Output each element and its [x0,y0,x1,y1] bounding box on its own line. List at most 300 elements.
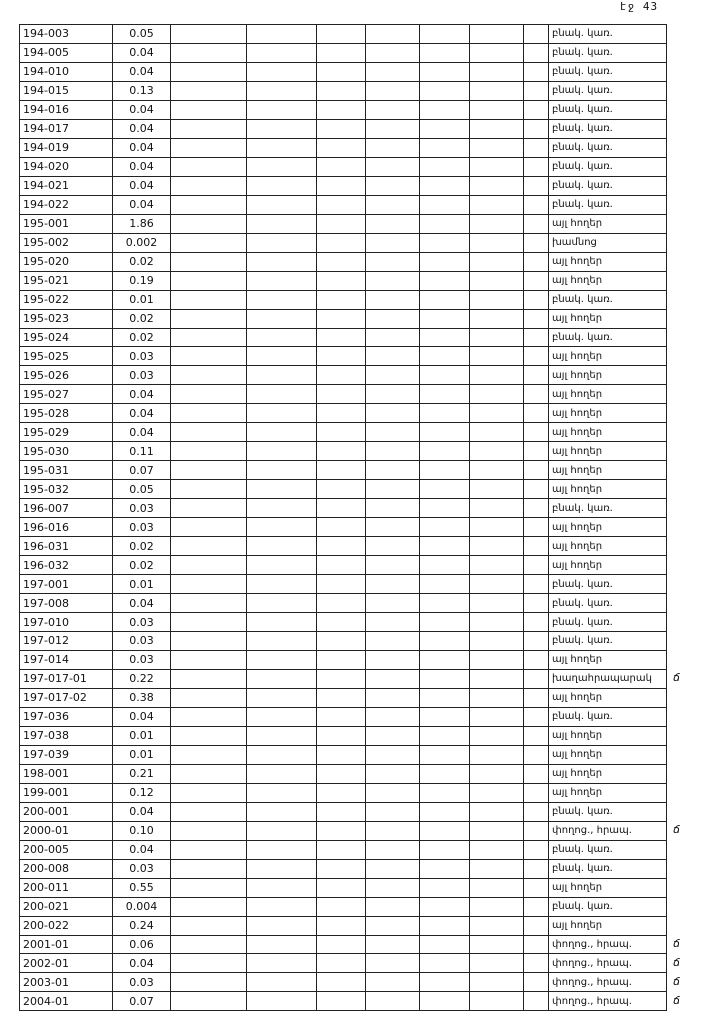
empty-cell [317,385,366,404]
land-use-type: այլ հողեր [549,309,667,328]
empty-cell [470,537,524,556]
table-row [20,252,667,271]
land-use-type: խամնոց [549,233,667,252]
land-use-type: այլ հողեր [549,252,667,271]
parcel-code: 197-010 [20,613,113,632]
empty-cell [171,802,247,821]
table-row [20,802,667,821]
parcel-area: 0.04 [113,840,171,859]
parcel-code: 195-026 [20,366,113,385]
table-row [20,783,667,802]
empty-cell [420,252,470,271]
table-row [20,821,667,840]
parcel-code: 194-019 [20,138,113,157]
empty-cell [247,404,317,423]
empty-cell [470,499,524,518]
empty-cell [317,575,366,594]
margin-mark: ճ [673,956,680,970]
empty-cell [470,404,524,423]
empty-cell [470,707,524,726]
empty-cell [524,518,549,537]
empty-cell [524,81,549,100]
margin-mark: ճ [673,975,680,988]
parcel-code: 2001-01 [20,935,113,954]
table-row [20,575,667,594]
parcel-code: 195-023 [20,309,113,328]
land-use-type: այլ հողեր [549,783,667,802]
empty-cell [366,707,420,726]
empty-cell [171,935,247,954]
parcel-code: 197-008 [20,594,113,613]
land-use-type: այլ հողեր [549,726,667,745]
parcel-code: 195-025 [20,347,113,366]
empty-cell [317,404,366,423]
empty-cell [171,518,247,537]
empty-cell [470,859,524,878]
empty-cell [247,613,317,632]
parcel-area: 0.02 [113,309,171,328]
empty-cell [366,669,420,688]
empty-cell [524,745,549,764]
table-row [20,594,667,613]
empty-cell [420,821,470,840]
empty-cell [317,745,366,764]
empty-cell [171,43,247,62]
table-row [20,480,667,499]
empty-cell [470,252,524,271]
parcel-code: 194-016 [20,100,113,119]
empty-cell [317,233,366,252]
table-row [20,25,667,44]
empty-cell [470,821,524,840]
empty-cell [366,935,420,954]
parcel-area: 0.19 [113,271,171,290]
table-row [20,897,667,916]
land-use-type: բնակ. կառ. [549,594,667,613]
margin-mark: ճ [673,993,680,1007]
empty-cell [420,423,470,442]
empty-cell [366,954,420,973]
empty-cell [171,897,247,916]
empty-cell [317,43,366,62]
empty-cell [420,480,470,499]
empty-cell [247,688,317,707]
empty-cell [366,537,420,556]
table-row [20,499,667,518]
empty-cell [366,688,420,707]
empty-cell [524,878,549,897]
parcel-area: 0.03 [113,650,171,669]
empty-cell [470,309,524,328]
parcel-code: 195-021 [20,271,113,290]
empty-cell [247,726,317,745]
parcel-code: 194-022 [20,195,113,214]
empty-cell [317,669,366,688]
table-row [20,328,667,347]
empty-cell [247,328,317,347]
empty-cell [317,916,366,935]
empty-cell [171,575,247,594]
empty-cell [524,62,549,81]
empty-cell [470,613,524,632]
empty-cell [247,973,317,992]
table-row [20,688,667,707]
parcel-code: 200-022 [20,916,113,935]
empty-cell [420,195,470,214]
empty-cell [171,669,247,688]
empty-cell [247,233,317,252]
empty-cell [366,650,420,669]
empty-cell [470,366,524,385]
margin-mark: ճ [673,937,680,951]
parcel-code: 195-001 [20,214,113,233]
empty-cell [420,366,470,385]
parcel-code: 196-016 [20,518,113,537]
empty-cell [171,745,247,764]
empty-cell [420,973,470,992]
parcel-area: 1.86 [113,214,171,233]
empty-cell [420,594,470,613]
parcel-area: 0.04 [113,138,171,157]
table-row [20,423,667,442]
empty-cell [171,840,247,859]
empty-cell [366,328,420,347]
empty-cell [247,878,317,897]
empty-cell [420,62,470,81]
empty-cell [247,669,317,688]
land-use-type: փողոց., հրապ. [549,821,667,840]
parcel-code: 195-032 [20,480,113,499]
land-use-type: բնակ. կառ. [549,138,667,157]
empty-cell [317,556,366,575]
parcel-code: 195-028 [20,404,113,423]
empty-cell [420,442,470,461]
empty-cell [524,859,549,878]
empty-cell [470,176,524,195]
empty-cell [470,138,524,157]
empty-cell [171,62,247,81]
empty-cell [366,461,420,480]
land-use-type: փողոց., հրապ. [549,954,667,973]
empty-cell [317,859,366,878]
empty-cell [470,423,524,442]
empty-cell [317,461,366,480]
empty-cell [317,897,366,916]
empty-cell [524,25,549,44]
empty-cell [317,480,366,499]
table-row [20,707,667,726]
land-use-type: այլ հողեր [549,214,667,233]
parcel-area: 0.04 [113,404,171,423]
empty-cell [366,745,420,764]
empty-cell [366,499,420,518]
parcel-area: 0.06 [113,935,171,954]
empty-cell [171,556,247,575]
empty-cell [317,688,366,707]
empty-cell [317,347,366,366]
parcel-area: 0.04 [113,100,171,119]
empty-cell [366,62,420,81]
empty-cell [247,480,317,499]
empty-cell [317,157,366,176]
parcel-code: 2004-01 [20,992,113,1011]
empty-cell [524,347,549,366]
empty-cell [524,233,549,252]
empty-cell [247,859,317,878]
parcel-area: 0.02 [113,537,171,556]
parcel-code: 199-001 [20,783,113,802]
empty-cell [524,707,549,726]
empty-cell [247,290,317,309]
table-row [20,859,667,878]
empty-cell [247,176,317,195]
empty-cell [524,271,549,290]
empty-cell [171,271,247,290]
empty-cell [247,157,317,176]
land-use-type: այլ հողեր [549,442,667,461]
empty-cell [470,916,524,935]
empty-cell [366,897,420,916]
empty-cell [317,973,366,992]
parcel-code: 194-003 [20,25,113,44]
empty-cell [317,214,366,233]
empty-cell [247,461,317,480]
parcel-area: 0.03 [113,499,171,518]
parcel-area: 0.04 [113,157,171,176]
empty-cell [470,461,524,480]
empty-cell [366,25,420,44]
empty-cell [420,309,470,328]
empty-cell [420,575,470,594]
empty-cell [470,935,524,954]
parcel-code: 2003-01 [20,973,113,992]
parcel-code: 195-024 [20,328,113,347]
empty-cell [366,81,420,100]
empty-cell [317,62,366,81]
table-row [20,119,667,138]
empty-cell [171,119,247,138]
empty-cell [420,233,470,252]
table-row [20,138,667,157]
parcel-code: 197-017-01 [20,669,113,688]
table-row [20,669,667,688]
empty-cell [366,423,420,442]
parcel-area: 0.04 [113,802,171,821]
empty-cell [524,157,549,176]
empty-cell [171,613,247,632]
empty-cell [247,954,317,973]
parcel-area: 0.02 [113,252,171,271]
table-row [20,442,667,461]
empty-cell [420,916,470,935]
empty-cell [366,575,420,594]
land-use-type: փողոց., հրապ. [549,992,667,1011]
parcel-area: 0.02 [113,328,171,347]
empty-cell [470,650,524,669]
land-use-type: բնակ. կառ. [549,840,667,859]
empty-cell [420,499,470,518]
empty-cell [524,537,549,556]
empty-cell [317,992,366,1011]
empty-cell [366,138,420,157]
empty-cell [420,954,470,973]
empty-cell [524,176,549,195]
empty-cell [420,518,470,537]
empty-cell [366,859,420,878]
empty-cell [366,480,420,499]
empty-cell [420,100,470,119]
empty-cell [247,575,317,594]
empty-cell [524,328,549,347]
table-row [20,81,667,100]
empty-cell [366,973,420,992]
land-use-type: այլ հողեր [549,366,667,385]
parcel-area: 0.04 [113,385,171,404]
parcel-code: 197-036 [20,707,113,726]
empty-cell [171,973,247,992]
empty-cell [524,764,549,783]
empty-cell [420,632,470,651]
empty-cell [247,537,317,556]
land-use-type: այլ հողեր [549,461,667,480]
empty-cell [366,916,420,935]
parcel-area: 0.04 [113,43,171,62]
parcel-code: 195-020 [20,252,113,271]
empty-cell [470,783,524,802]
empty-cell [171,138,247,157]
empty-cell [317,119,366,138]
empty-cell [470,214,524,233]
table-row [20,157,667,176]
parcel-code: 197-038 [20,726,113,745]
empty-cell [420,650,470,669]
land-use-type: խաղահրապարակ [549,669,667,688]
empty-cell [171,328,247,347]
empty-cell [420,25,470,44]
land-use-type: բնակ. կառ. [549,81,667,100]
empty-cell [470,43,524,62]
table-row [20,916,667,935]
empty-cell [171,385,247,404]
parcel-area: 0.10 [113,821,171,840]
empty-cell [171,916,247,935]
land-use-type: բնակ. կառ. [549,157,667,176]
empty-cell [171,954,247,973]
empty-cell [171,176,247,195]
empty-cell [366,556,420,575]
empty-cell [171,423,247,442]
empty-cell [470,119,524,138]
empty-cell [317,271,366,290]
empty-cell [366,366,420,385]
parcel-code: 200-001 [20,802,113,821]
empty-cell [171,100,247,119]
empty-cell [524,840,549,859]
land-use-type: այլ հողեր [549,423,667,442]
empty-cell [470,81,524,100]
empty-cell [317,726,366,745]
parcel-code: 197-001 [20,575,113,594]
empty-cell [366,233,420,252]
empty-cell [524,897,549,916]
parcel-area: 0.02 [113,556,171,575]
empty-cell [420,271,470,290]
empty-cell [524,404,549,423]
empty-cell [366,100,420,119]
empty-cell [524,309,549,328]
table-row [20,726,667,745]
empty-cell [524,992,549,1011]
empty-cell [470,290,524,309]
parcel-area: 0.04 [113,62,171,81]
table-row [20,233,667,252]
empty-cell [470,726,524,745]
empty-cell [317,802,366,821]
empty-cell [470,764,524,783]
empty-cell [317,442,366,461]
empty-cell [317,707,366,726]
parcel-area: 0.002 [113,233,171,252]
empty-cell [317,518,366,537]
parcel-area: 0.11 [113,442,171,461]
empty-cell [366,594,420,613]
empty-cell [247,252,317,271]
empty-cell [524,442,549,461]
empty-cell [247,195,317,214]
empty-cell [420,726,470,745]
empty-cell [420,119,470,138]
empty-cell [524,783,549,802]
table-row [20,309,667,328]
empty-cell [247,119,317,138]
parcel-code: 200-005 [20,840,113,859]
empty-cell [366,764,420,783]
empty-cell [524,43,549,62]
empty-cell [420,328,470,347]
parcel-code: 195-022 [20,290,113,309]
empty-cell [524,650,549,669]
table-row [20,613,667,632]
empty-cell [420,157,470,176]
table-row [20,745,667,764]
table-row [20,290,667,309]
land-use-type: այլ հողեր [549,385,667,404]
empty-cell [171,442,247,461]
empty-cell [317,537,366,556]
empty-cell [420,81,470,100]
land-parcel-table [19,24,667,1011]
empty-cell [171,878,247,897]
empty-cell [420,613,470,632]
empty-cell [247,43,317,62]
empty-cell [470,195,524,214]
empty-cell [470,669,524,688]
empty-cell [171,157,247,176]
empty-cell [171,650,247,669]
parcel-code: 194-021 [20,176,113,195]
parcel-code: 195-027 [20,385,113,404]
land-use-type: այլ հողեր [549,878,667,897]
empty-cell [470,233,524,252]
empty-cell [470,518,524,537]
empty-cell [171,821,247,840]
empty-cell [366,309,420,328]
empty-cell [524,613,549,632]
empty-cell [420,347,470,366]
empty-cell [420,878,470,897]
empty-cell [317,632,366,651]
land-use-type: այլ հողեր [549,537,667,556]
